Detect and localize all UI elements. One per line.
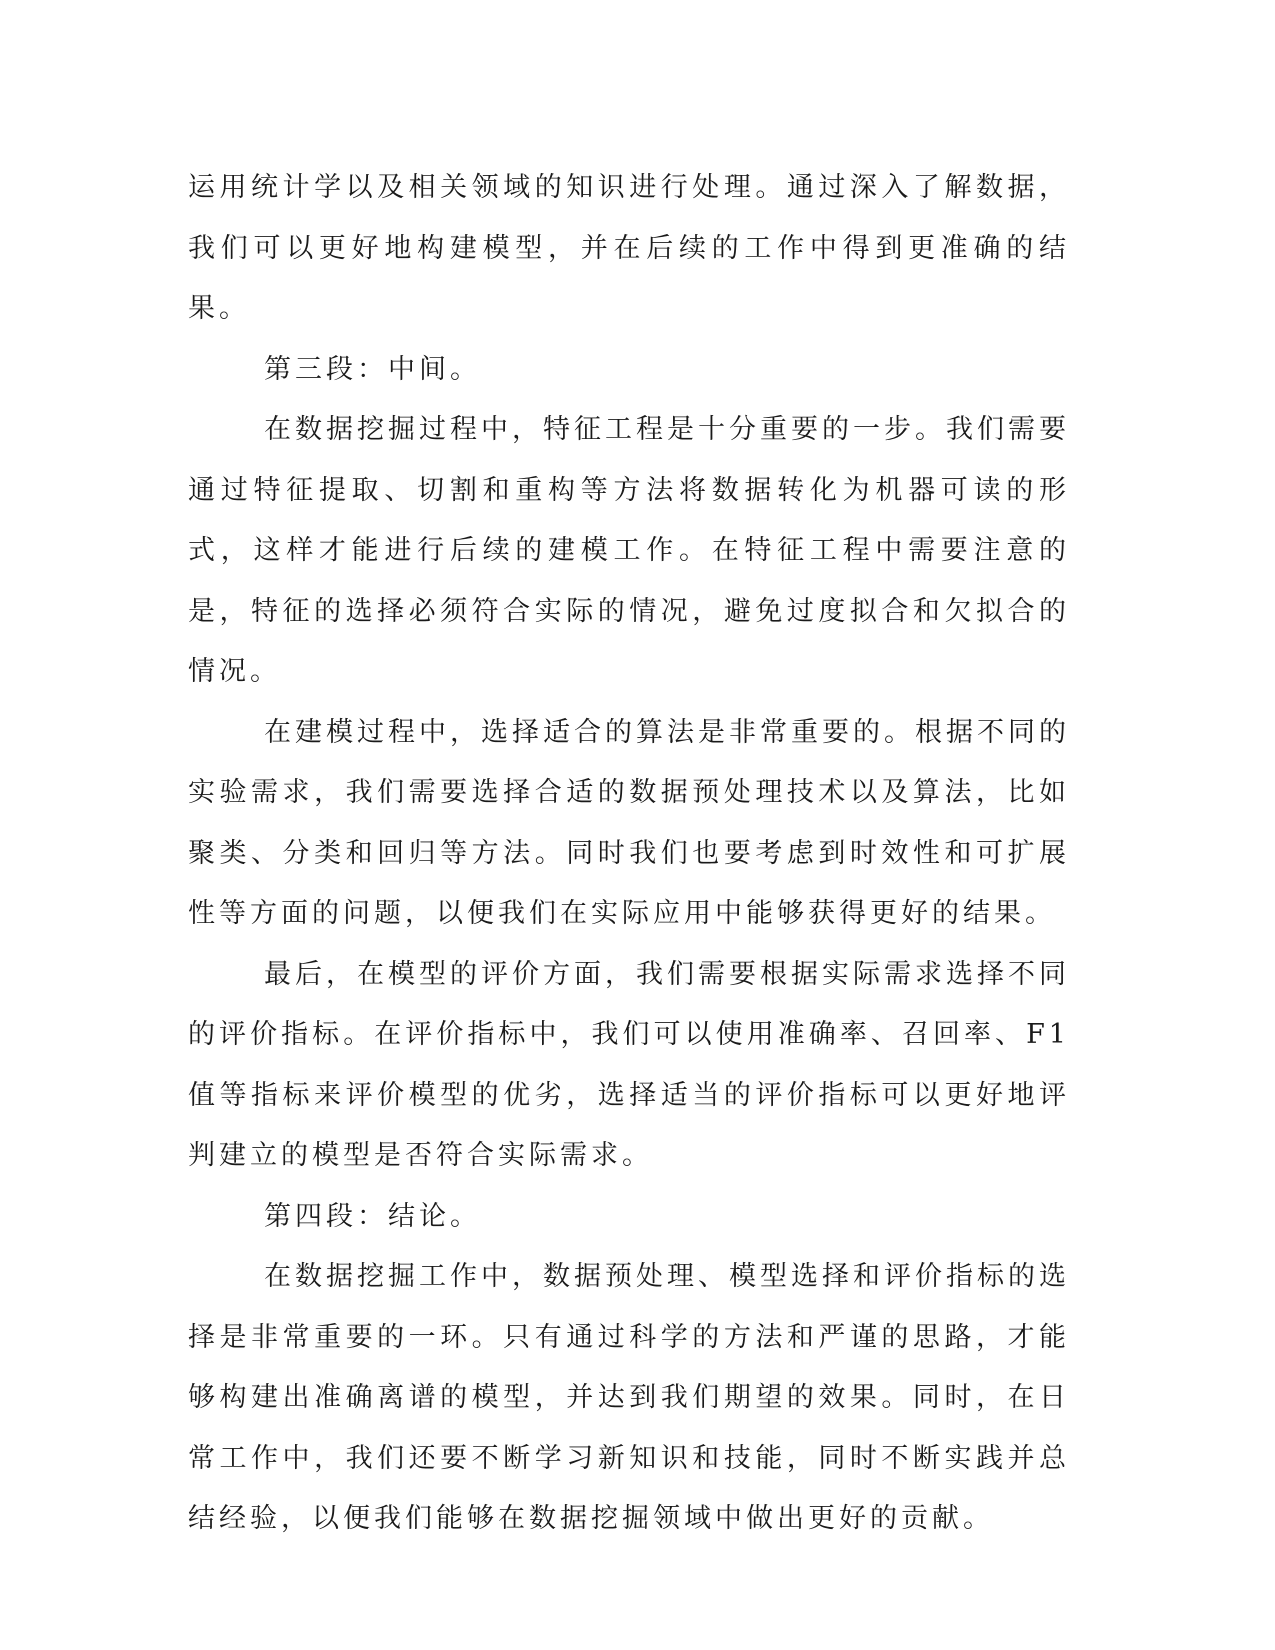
section-heading-part-three: 第三段：中间。 [264, 353, 481, 385]
paragraph-feature-engineering: 在数据挖掘过程中，特征工程是十分重要的一步。我们需要通过特征提取、切割和重构等方法将数据转化为机器可读的形式，这样才能进行后续的建模工作。在特征工程中需要注意的是，特征的选择必须符合实际的情况，避免过度拟合和欠拟合的情况。 [188, 414, 1070, 687]
document-body [188, 158, 1070, 1550]
paragraph-continuation: 运用统计学以及相关领域的知识进行处理。通过深入了解数据，我们可以更好地构建模型，并在后续的工作中得到更准确的结果。 [188, 172, 1070, 324]
paragraph-evaluation: 最后，在模型的评价方面，我们需要根据实际需求选择不同的评价指标。在评价指标中，我们可以使用准确率、召回率、F1值等指标来评价模型的优劣，选择适当的评价指标可以更好地评判建立的模型是否符合实际需求。 [188, 958, 1070, 1171]
paragraph-modeling: 在建模过程中，选择适合的算法是非常重要的。根据不同的实验需求，我们需要选择合适的数据预处理技术以及算法，比如聚类、分类和回归等方法。同时我们也要考虑到时效性和可扩展性等方面的问题，以便我们在实际应用中能够获得更好的结果。 [188, 716, 1070, 929]
section-heading-part-four: 第四段：结论。 [264, 1200, 481, 1232]
paragraph-conclusion: 在数据挖掘工作中，数据预处理、模型选择和评价指标的选择是非常重要的一环。只有通过科学的方法和严谨的思路，才能够构建出准确离谱的模型，并达到我们期望的效果。同时，在日常工作中，我们还要不断学习新知识和技能，同时不断实践并总结经验，以便我们能够在数据挖掘领域中做出更好的贡献。 [188, 1261, 1070, 1534]
